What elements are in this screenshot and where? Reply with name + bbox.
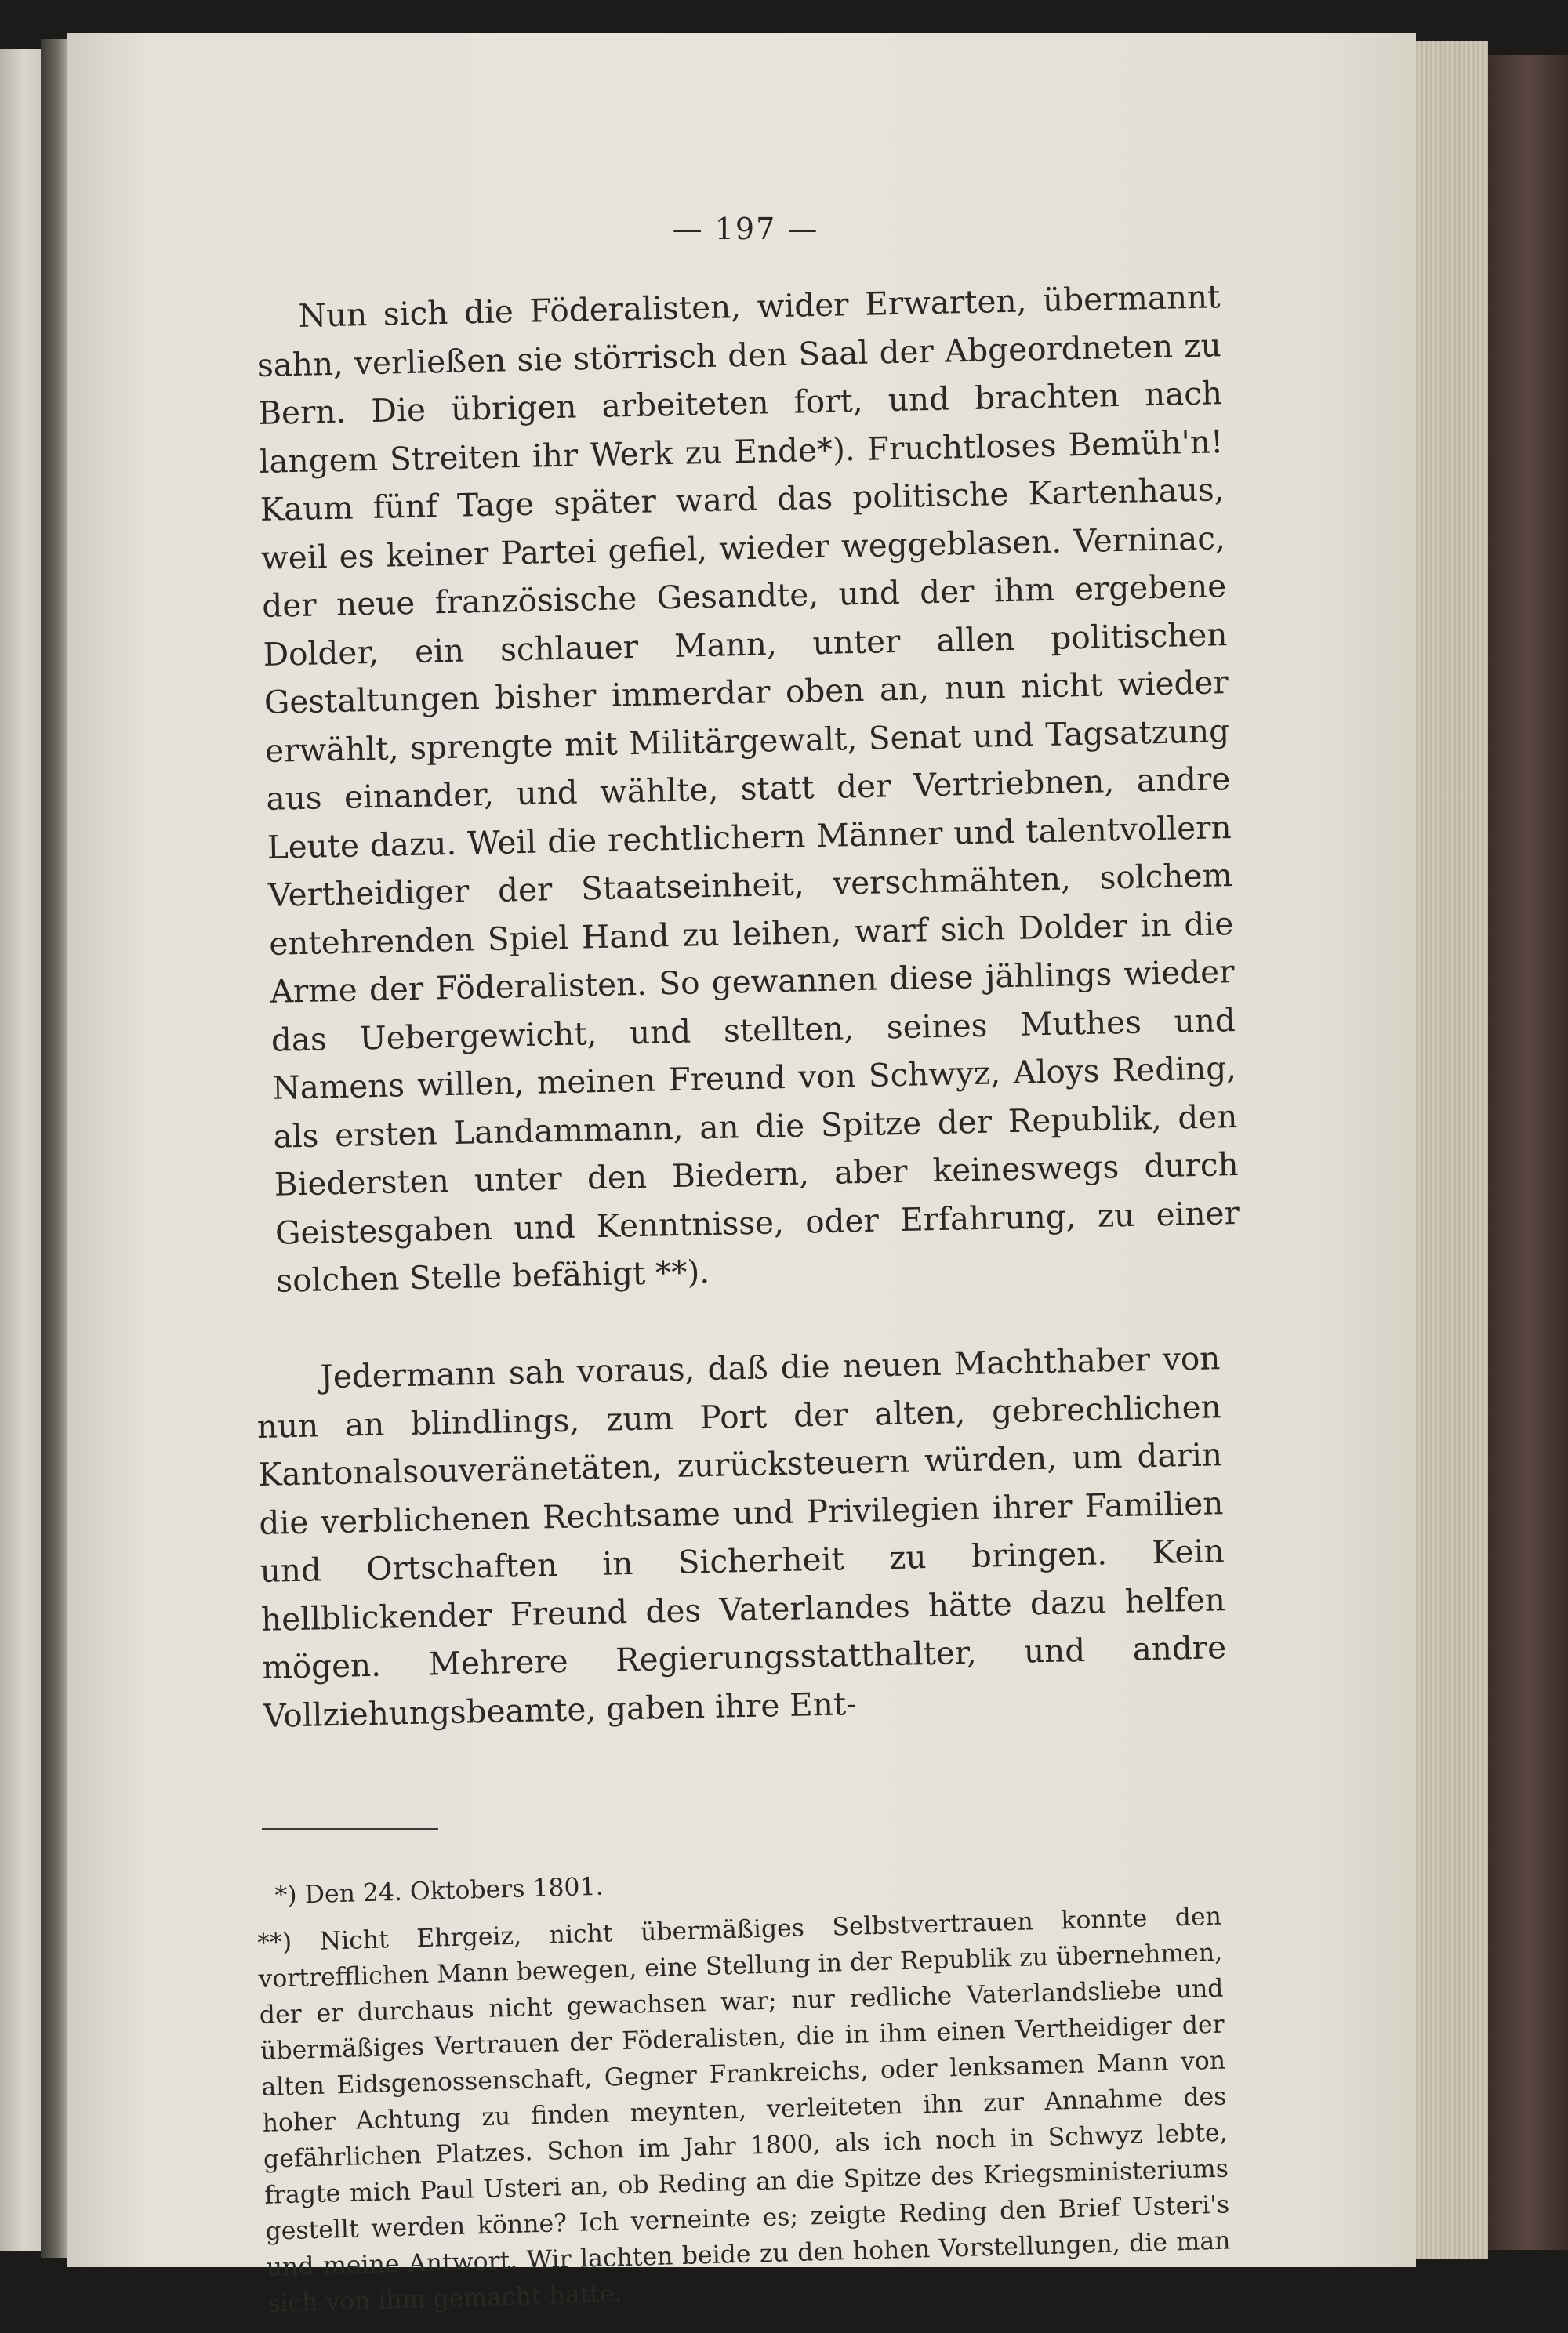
page-number: — 197 — xyxy=(672,212,819,246)
footnotes xyxy=(256,1851,1232,2321)
body-paragraph-1: Nun sich die Föderalisten, wider Erwarten, übermannt sahn, verließen sie störrisch den Saal der Abgeordneten zu Bern. Die übrigen arbeiteten fort, und brachten nach langem Streiten ihr Werk zu Ende*). Fruchtloses Bemüh'n! Kaum fünf Tage später ward das politische Kartenhaus, weil es keiner Partei gefiel, wieder weggeblasen. Verninac, der neue französische Gesandte, und der ihm ergebene Dolder, ein schlauer Mann, unter allen politischen Gestaltungen bisher immerdar oben an, nun nicht wieder erwählt, sprengte mit Militärgewalt, Senat und Tagsatzung aus einander, und wählte, statt der Vertriebnen, andre Leute dazu. Weil die rechtlichern Männer und talentvollern Vertheidiger der Staatseinheit, verschmähten, solchem entehrenden Spiel Hand zu leihen, warf sich Dolder in die Arme der Föderalisten. So gewannen diese jählings wieder das Uebergewicht, und stellten, seines Muthes und Namens willen, meinen Freund von Schwyz, Aloys Reding, als ersten Landammann, an die Spitze der Republik, den Biedersten unter den Biedern, aber keineswegs durch Geistesgaben und Kenntnisse, oder Erfahrung, zu einer solchen Stelle befähigt **). xyxy=(256,278,1240,1300)
body-paragraph-2: Jedermann sah voraus, daß die neuen Machthaber von nun an blindlings, zum Port der alten, gebrechlichen Kantonalsouveränetäten, zurücksteuern würden, um darin die verblichenen Rechtsame und Privilegien ihrer Familien und Ortschaften in Sicherheit zu bringen. Kein hellblickender Freund des Vaterlandes hätte dazu helfen mögen. Mehrere Regierungsstatthalter, und andre Vollziehungsbeamte, gaben ihre Ent- xyxy=(256,1338,1227,1734)
page-block-edges xyxy=(1416,41,1488,2259)
footnote-2: **) Nicht Ehrgeiz, nicht übermäßiges Selbstvertrauen konnte den vortrefflichen Mann bewegen, eine Stellung in der Republik zu übernehmen, der er durchaus nicht gewachsen war; nur redliche Vaterlandsliebe und übermäßiges Vertrauen der Föderalisten, die in ihm einen Vertheidiger der alten Eidsgenossenschaft, Gegner Frankreichs, oder lenksamen Mann von hoher Achtung zu finden meynten, verleiteten ihn zur Annahme des gefährlichen Platzes. Schon im Jahr 1800, als ich noch in Schwyz lebte, fragte mich Paul Usteri an, ob Reding an die Spitze des Kriegsministeriums gestellt werden könne? Ich verneinte es; zeigte Reding den Brief Usteri's und meine Antwort. Wir lachten beide zu den hohen Vorstellungen, die man sich von ihm gemacht hatte. xyxy=(256,1902,1231,2318)
book-cover-edge xyxy=(1488,55,1568,2250)
facing-page-edge xyxy=(0,49,41,2251)
page-content xyxy=(256,212,1240,2333)
footnote-1: *) Den 24. Oktobers 1801. xyxy=(274,1872,604,1910)
book-gutter xyxy=(41,39,67,2258)
footnote-divider xyxy=(262,1828,438,1830)
